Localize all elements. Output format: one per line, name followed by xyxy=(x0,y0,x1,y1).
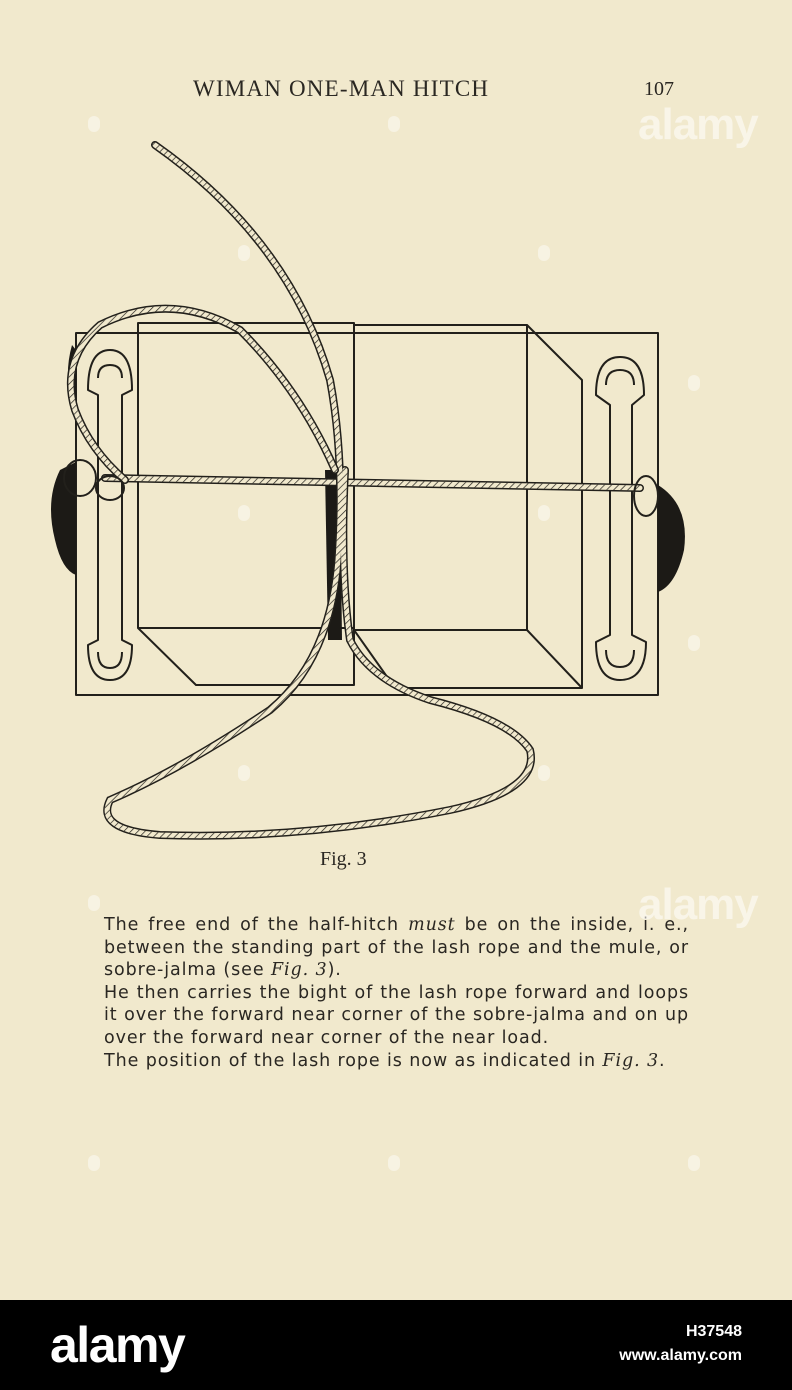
right-ring xyxy=(634,476,658,516)
body-text xyxy=(104,914,689,1072)
watermark-dot xyxy=(688,375,700,391)
watermark-dot xyxy=(538,245,550,261)
watermark-dot xyxy=(238,505,250,521)
paragraph-3: The position of the lash rope is now as indicated in Fig. 3. xyxy=(104,1050,666,1071)
watermark-dot xyxy=(538,505,550,521)
running-header: WIMAN ONE-MAN HITCH xyxy=(193,76,490,101)
page-number: 107 xyxy=(644,78,674,100)
right-load-front xyxy=(354,325,527,630)
watermark-dot xyxy=(88,116,100,132)
watermark-dot xyxy=(688,1155,700,1171)
watermark-dot xyxy=(238,765,250,781)
figure-reference: Fig. 3 xyxy=(270,960,328,981)
figure-reference: Fig. 3 xyxy=(602,1050,660,1071)
right-handle-loop xyxy=(596,357,646,680)
image-id: H37548 xyxy=(685,1323,742,1340)
left-handle-loop xyxy=(88,350,132,680)
figure-caption: Fig. 3 xyxy=(320,848,367,870)
stock-logo: alamy xyxy=(50,1317,185,1373)
watermark-text: alamy xyxy=(638,100,758,149)
paragraph-2: He then carries the bight of the lash rope forward and loops it over the forward near corner of the sobre-jalma and on up over the forward near corner of the near load. xyxy=(104,982,689,1048)
right-load-side xyxy=(527,325,582,688)
site-link[interactable]: www.alamy.com xyxy=(619,1347,742,1364)
right-bolster xyxy=(658,485,685,592)
saddle-pad-outline xyxy=(76,333,658,695)
watermark-dot xyxy=(538,765,550,781)
watermark-text: alamy xyxy=(638,880,758,929)
watermark-dot xyxy=(88,895,100,911)
emphasis-must: must xyxy=(408,915,456,935)
watermark-dot xyxy=(688,635,700,651)
watermark-dot xyxy=(88,1155,100,1171)
paragraph-1: The free end of the half-hitch must be on the inside, i. e., between the standing part of the lash rope and the mule, or sobre-jalma (see Fig. 3). xyxy=(104,915,689,981)
pack-saddle-illustration xyxy=(40,130,720,860)
watermark-dot xyxy=(238,245,250,261)
watermark-dot xyxy=(388,1155,400,1171)
watermark-dot xyxy=(388,116,400,132)
